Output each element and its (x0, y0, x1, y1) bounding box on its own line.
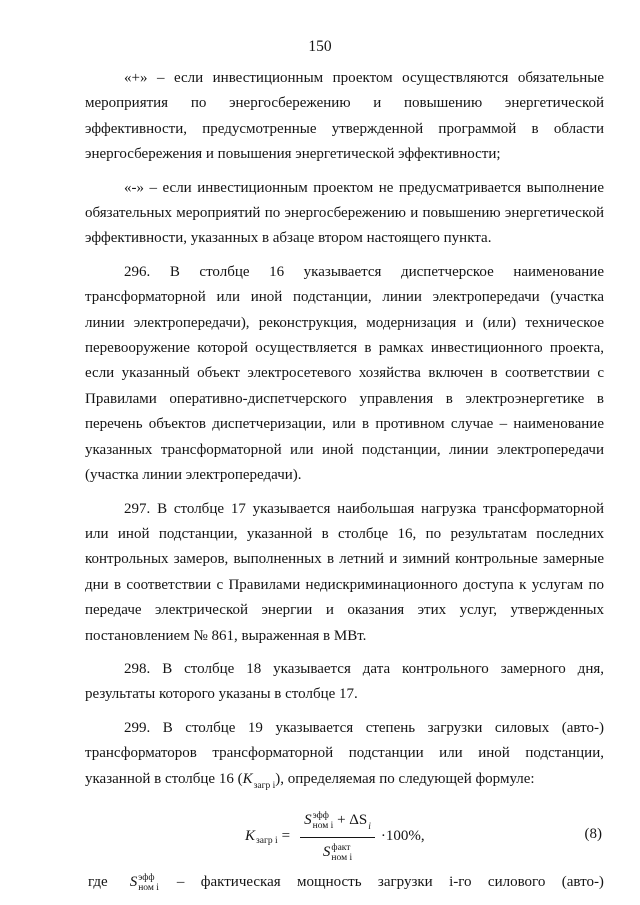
where-word: силового (487, 873, 546, 890)
where-word: фактическая (200, 873, 281, 890)
formula-denominator (323, 838, 352, 865)
where-definition (177, 870, 604, 895)
paragraph-299 (85, 716, 604, 794)
document-body (85, 66, 604, 895)
where-word: (авто-) (561, 873, 604, 890)
numerator-plus-subscript: i (368, 821, 371, 832)
numerator-subscript: ном i (312, 820, 334, 831)
paragraph-298: 298. В столбце 18 указывается дата контрольного замерного дня, результаты которого указаны в столбце 17. (85, 660, 604, 703)
denominator-subscript: ном i (331, 852, 353, 863)
formula-tail: ·100%, (380, 828, 425, 845)
denominator-indices (331, 843, 352, 863)
numerator-plus-term: + ΔS (337, 811, 368, 828)
denominator-superscript: факт (331, 842, 351, 853)
numerator-indices (313, 811, 334, 831)
where-word: мощность (297, 873, 362, 890)
where-symbol-group (130, 870, 159, 895)
page-number: 150 (308, 38, 332, 55)
where-line (88, 870, 604, 895)
formula-lhs-subscript: загр i (256, 836, 278, 847)
formula-expression (245, 808, 425, 866)
formula-8 (85, 804, 604, 864)
where-symbol-indices (138, 873, 159, 893)
formula-fraction (300, 808, 375, 866)
paragraph-299-tail: ), определяемая по следующей формуле: (275, 770, 535, 787)
paragraph-299-variable: K (242, 770, 253, 787)
formula-lhs: K (245, 828, 256, 845)
equation-number: (8) (584, 825, 602, 842)
where-symbol-superscript: эфф (138, 872, 155, 883)
formula-equals: = (281, 828, 291, 845)
where-symbol-subscript: ном i (138, 882, 159, 893)
where-lead: где (88, 873, 108, 890)
paragraph-296: 296. В столбце 16 указывается диспетчерское наименование трансформаторной или иной подстанции, линии электропередачи (участка линии электропередачи), реконструкция, модернизация и (или) техническое перевооружение которой осуществляется в рамках инвестиционного проекта, если указанный объект электросетевого хозяйства включен в соответствии с Правилами оперативно-диспетчерского управления в электроэнергетике в перечень объектов диспетчеризации, или в противном случае – наименование указанных трансформаторной или иной подстанции, линии электропередачи (участка линии электропередачи). (85, 263, 604, 484)
where-word: загрузки (377, 873, 433, 890)
paragraph-plus: «+» – если инвестиционным проектом осуществляются обязательные мероприятия по энергосбережению и повышению энергетической эффективности, предусмотренные утвержденной программой в области энергосбережения и повышения энергетической эффективности; (85, 70, 604, 163)
paragraph-299-variable-subscript: загр i (253, 780, 276, 791)
paragraph-297: 297. В столбце 17 указывается наибольшая нагрузка трансформаторной или иной подстанции, указанной в столбце 16, по результатам последних контрольных замеров, выполненных в летний и зимний контрольные замерные дни в соответствии с Правилами недискриминационного доступа к услугам по передаче электрической энергии и оказания этих услуг, утвержденных постановлением № 861, выраженная в МВт. (85, 500, 604, 644)
where-word: i-го (449, 873, 472, 890)
paragraph-minus: «-» – если инвестиционным проектом не предусматривается выполнение обязательных мероприятий по энергосбережению и повышению энергетической эффективности, указанных в абзаце втором настоящего пункта. (85, 179, 604, 247)
numerator-symbol: S (304, 811, 312, 828)
numerator-superscript: эфф (312, 810, 329, 821)
denominator-symbol: S (322, 844, 331, 861)
paragraph-299-text: 299. В столбце 19 указывается степень загрузки силовых (авто-) трансформаторов трансформаторной подстанции или иной подстанции, указанной в столбце 16 ( (85, 719, 604, 787)
where-word: – (176, 873, 185, 890)
where-symbol: S (129, 873, 138, 890)
formula-numerator (300, 808, 375, 838)
